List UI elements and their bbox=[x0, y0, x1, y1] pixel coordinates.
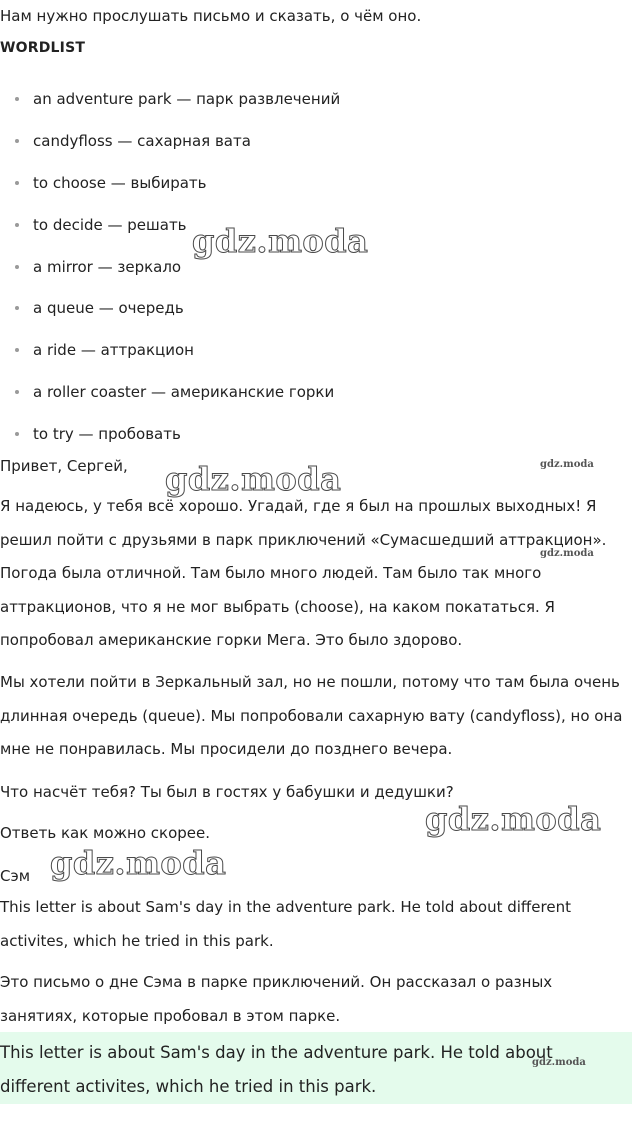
bullet-icon bbox=[15, 432, 19, 436]
letter-paragraph-2: Мы хотели пойти в Зеркальный зал, но не пошли, потому что там была очень длинная очередь (queue). Мы попробовали сахарную вату (candyfloss), но она мне не понравилась. Мы просидели до позднего вечера. bbox=[0, 673, 623, 758]
watermark-logo: gdz.moda bbox=[425, 800, 602, 838]
bullet-icon bbox=[15, 390, 19, 394]
watermark-logo: gdz.moda bbox=[540, 548, 594, 559]
summary-russian: Это письмо о дне Сэма в парке приключений. Он рассказал о разных занятиях, которые пробовал в этом парке. bbox=[0, 973, 553, 1025]
watermark-logo: gdz.moda bbox=[165, 460, 342, 498]
watermark-logo: gdz.moda bbox=[540, 459, 594, 470]
letter-paragraph-4: Ответь как можно скорее. bbox=[0, 824, 211, 842]
intro-text: Нам нужно прослушать письмо и сказать, о чём оно. bbox=[0, 7, 422, 25]
wordlist-heading: WORDLIST bbox=[0, 40, 86, 56]
bullet-icon bbox=[15, 181, 19, 185]
summary-english: This letter is about Sam's day in the adventure park. He told about different activites, which he tried in this park. bbox=[0, 898, 571, 950]
watermark-logo: gdz.moda bbox=[532, 1057, 586, 1068]
bullet-icon bbox=[15, 265, 19, 269]
bullet-icon bbox=[15, 97, 19, 101]
letter-signature: Сэм bbox=[0, 867, 31, 885]
bullet-icon bbox=[15, 348, 19, 352]
bullet-icon bbox=[15, 223, 19, 227]
bullet-icon bbox=[15, 139, 19, 143]
letter-paragraph-3: Что насчёт тебя? Ты был в гостях у бабушки и дедушки? bbox=[0, 783, 454, 801]
letter-greeting: Привет, Сергей, bbox=[0, 457, 128, 475]
bullet-icon bbox=[15, 306, 19, 310]
answer-text: This letter is about Sam's day in the adventure park. He told about different activites, which he tried in this park. bbox=[0, 1043, 553, 1096]
letter-paragraph-1: Я надеюсь, у тебя всё хорошо. Угадай, где я был на прошлых выходных! Я решил пойти с друзьями в парк приключений «Сумасшедший аттракцион». Погода была отличной. Там было много людей. Там было так много аттракционов, что я не мог выбрать (choose), на каком покататься. Я попробовал американские горки Мега. Это было здорово. bbox=[0, 497, 607, 649]
watermark-logo: gdz.moda bbox=[192, 222, 369, 260]
watermark-logo: gdz.moda bbox=[50, 844, 227, 882]
